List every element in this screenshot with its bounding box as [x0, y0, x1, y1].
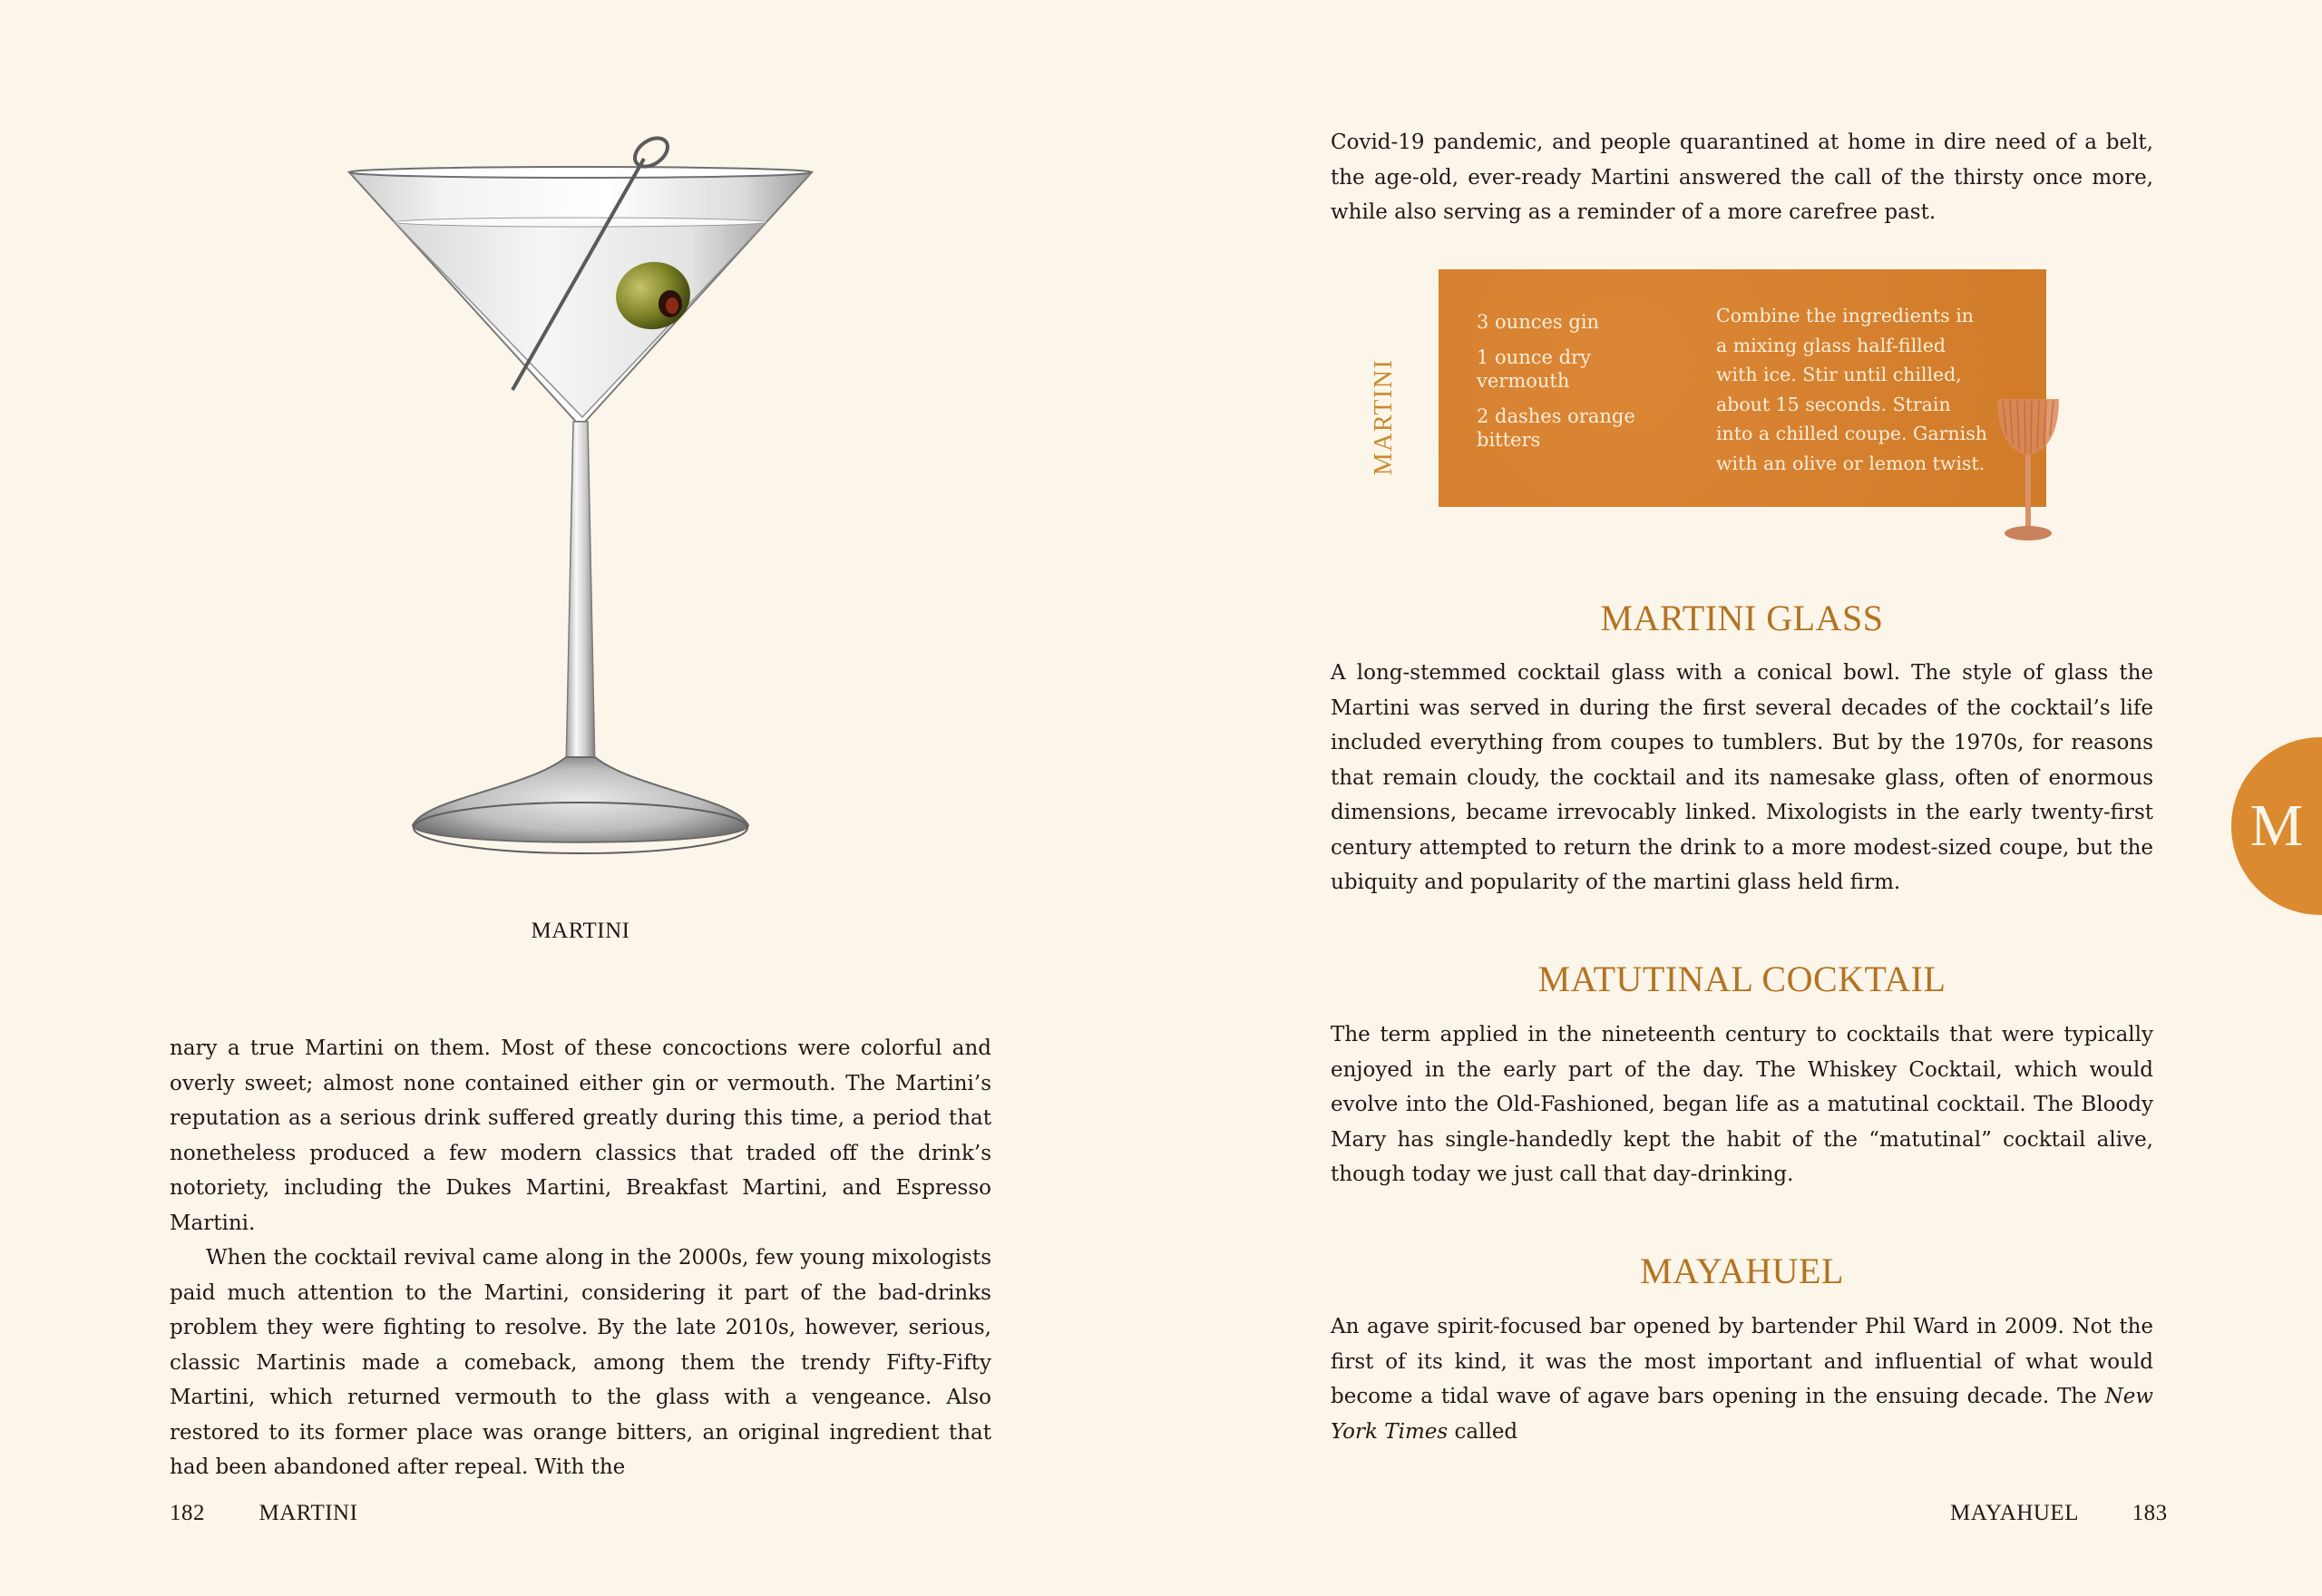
coupe-glass-icon — [1995, 395, 2061, 545]
martini-glass-illustration — [345, 118, 816, 880]
right-intro — [1331, 125, 2153, 230]
left-body-text — [170, 1031, 991, 1485]
illustration-caption: MARTINI — [531, 919, 630, 943]
entry-body-matutinal-cocktail — [1331, 1017, 2153, 1192]
entry-text — [1331, 1309, 2153, 1449]
left-paragraph-2: When the cocktail revival came along in the 2000s, few young mixologists paid much attention to the Martini, considering it part of the bad-drinks problem they were fighting to resolve. By the late 2010s, however, serious, classic Martinis made a comeback, among them the trendy Fifty-Fifty Martini, which returned vermouth to the glass with a vengeance. Also restored to its former place was orange bitters, an original ingredient that had been abandoned after repeal. With the — [170, 1246, 991, 1479]
thumb-tab-letter: M — [2249, 793, 2304, 859]
entry-heading-matutinal-cocktail: MATUTINAL COCKTAIL — [1537, 959, 1946, 999]
left-footer — [170, 1501, 357, 1526]
recipe-method: Combine the ingredients in a mixing glass half-filled with ice. Stir until chilled, about 15 seconds. Strain into a chilled coupe. Garnish with an olive or lemon twist. — [1716, 305, 1987, 474]
entry-body-mayahuel — [1331, 1309, 2153, 1449]
entry-text-part: called — [1448, 1419, 1518, 1444]
entry-heading-martini-glass: MARTINI GLASS — [1600, 598, 1884, 638]
entry-text: The term applied in the nineteenth century to cocktails that were typically enjoyed in the early part of the day. The Whiskey Cocktail, which would evolve into the Old-Fashioned, began life as a matutinal cocktail. The Bloody Mary has single-handedly kept the habit of the “matutinal” cocktail alive, though today we just call that day-drinking. — [1331, 1023, 2153, 1186]
ingredient-item: 3 ounces gin — [1477, 311, 1600, 333]
running-head-left: MARTINI — [259, 1501, 358, 1525]
page-number-left: 182 — [170, 1501, 205, 1525]
entry-body-martini-glass — [1331, 656, 2153, 900]
recipe-title-vertical: MARTINI — [1370, 358, 1398, 476]
entry-heading-mayahuel: MAYAHUEL — [1640, 1251, 1844, 1291]
entry-text-italic: New York Times — [1331, 1385, 2153, 1444]
running-head-right: MAYAHUEL — [1950, 1501, 2079, 1525]
ingredient-item: 1 ounce dry vermouth — [1477, 346, 1591, 392]
right-intro-paragraph: Covid-19 pandemic, and people quarantined at home in dire need of a belt, the age-old, ever-ready Martini answered the call of the thirsty once more, while also serving as a reminder of a more carefree past. — [1331, 131, 2153, 224]
entry-text-part: An agave spirit-focused bar opened by bartender Phil Ward in 2009. Not the first of its kind, it was the most important and influential of what would become a tidal wave of agave bars opening in the ensuing decade. The — [1331, 1315, 2153, 1408]
left-paragraph-1: nary a true Martini on them. Most of these concoctions were colorful and overly sweet; almost none contained either gin or vermouth. The Martini’s reputation as a serious drink suffered greatly during this time, a period that nonetheless produced a few modern classics that traded off the drink’s notoriety, including the Dukes Martini, Breakfast Martini, and Espresso Martini. — [170, 1036, 991, 1235]
ingredient-item: 2 dashes orange bitters — [1477, 405, 1635, 451]
recipe-card — [1439, 269, 2046, 507]
entry-text: A long-stemmed cocktail glass with a conical bowl. The style of glass the Martini was served in during the first several decades of the cocktail’s life included everything from coupes to tumblers. But by the 1970s, for reasons that remain cloudy, the cocktail and its namesake glass, often of enormous dimensions, became irrevocably linked. Mixologists in the early twenty-first century attempted to return the drink to a more modest-sized coupe, but the ubiquity and popularity of the martini glass held firm. — [1331, 661, 2153, 894]
recipe-ingredients — [1477, 310, 1676, 463]
right-page — [1161, 0, 2322, 1596]
page-number-right: 183 — [2132, 1501, 2168, 1525]
right-footer — [1950, 1501, 2168, 1526]
